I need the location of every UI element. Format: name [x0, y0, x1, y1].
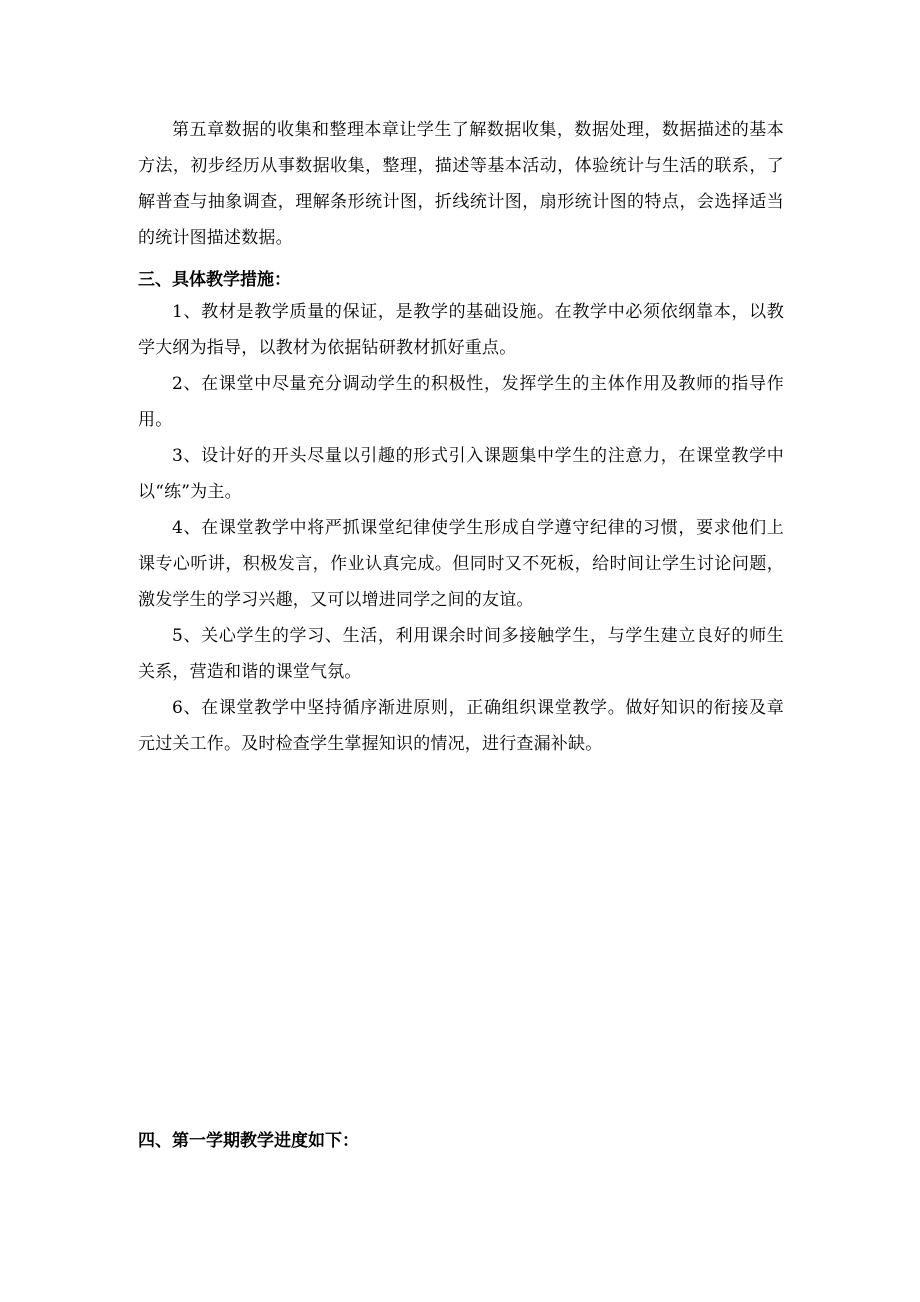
- section-heading-schedule: 四、第一学期教学进度如下：: [138, 1131, 359, 1151]
- measure-item-3: 3、设计好的开头尽量以引趣的形式引入课题集中学生的注意力，在课堂教学中以“练”为主。: [138, 446, 784, 502]
- intro-paragraph: 第五章数据的收集和整理本章让学生了解数据收集，数据处理，数据描述的基本方法，初步经历从事数据收集，整理，描述等基本活动，体验统计与生活的联系，了解普查与抽象调查，理解条形统计图，折线统计图，扇形统计图的特点，会选择适当的统计图描述数据。: [138, 120, 784, 248]
- measure-item-6: 6、在课堂教学中坚持循序渐进原则，正确组织课堂教学。做好知识的衔接及章元过关工作。及时检查学生掌握知识的情况，进行查漏补缺。: [138, 698, 784, 754]
- measure-item-1: 1、教材是教学质量的保证，是教学的基础设施。在教学中必须依纲靠本，以教学大纲为指导，以教材为依据钻研教材抓好重点。: [138, 302, 784, 358]
- measure-item-4: 4、在课堂教学中将严抓课堂纪律使学生形成自学遵守纪律的习惯，要求他们上课专心听讲，积极发言，作业认真完成。但同时又不死板，给时间让学生讨论问题，激发学生的学习兴趣，又可以增进同学之间的友谊。: [138, 518, 784, 610]
- section-heading-teaching-measures: 三、具体教学措施：: [138, 270, 291, 290]
- measure-item-5: 5、关心学生的学习、生活，利用课余时间多接触学生，与学生建立良好的师生关系，营造和谐的课堂气氛。: [138, 626, 784, 682]
- measure-item-2: 2、在课堂中尽量充分调动学生的积极性，发挥学生的主体作用及教师的指导作用。: [138, 374, 784, 430]
